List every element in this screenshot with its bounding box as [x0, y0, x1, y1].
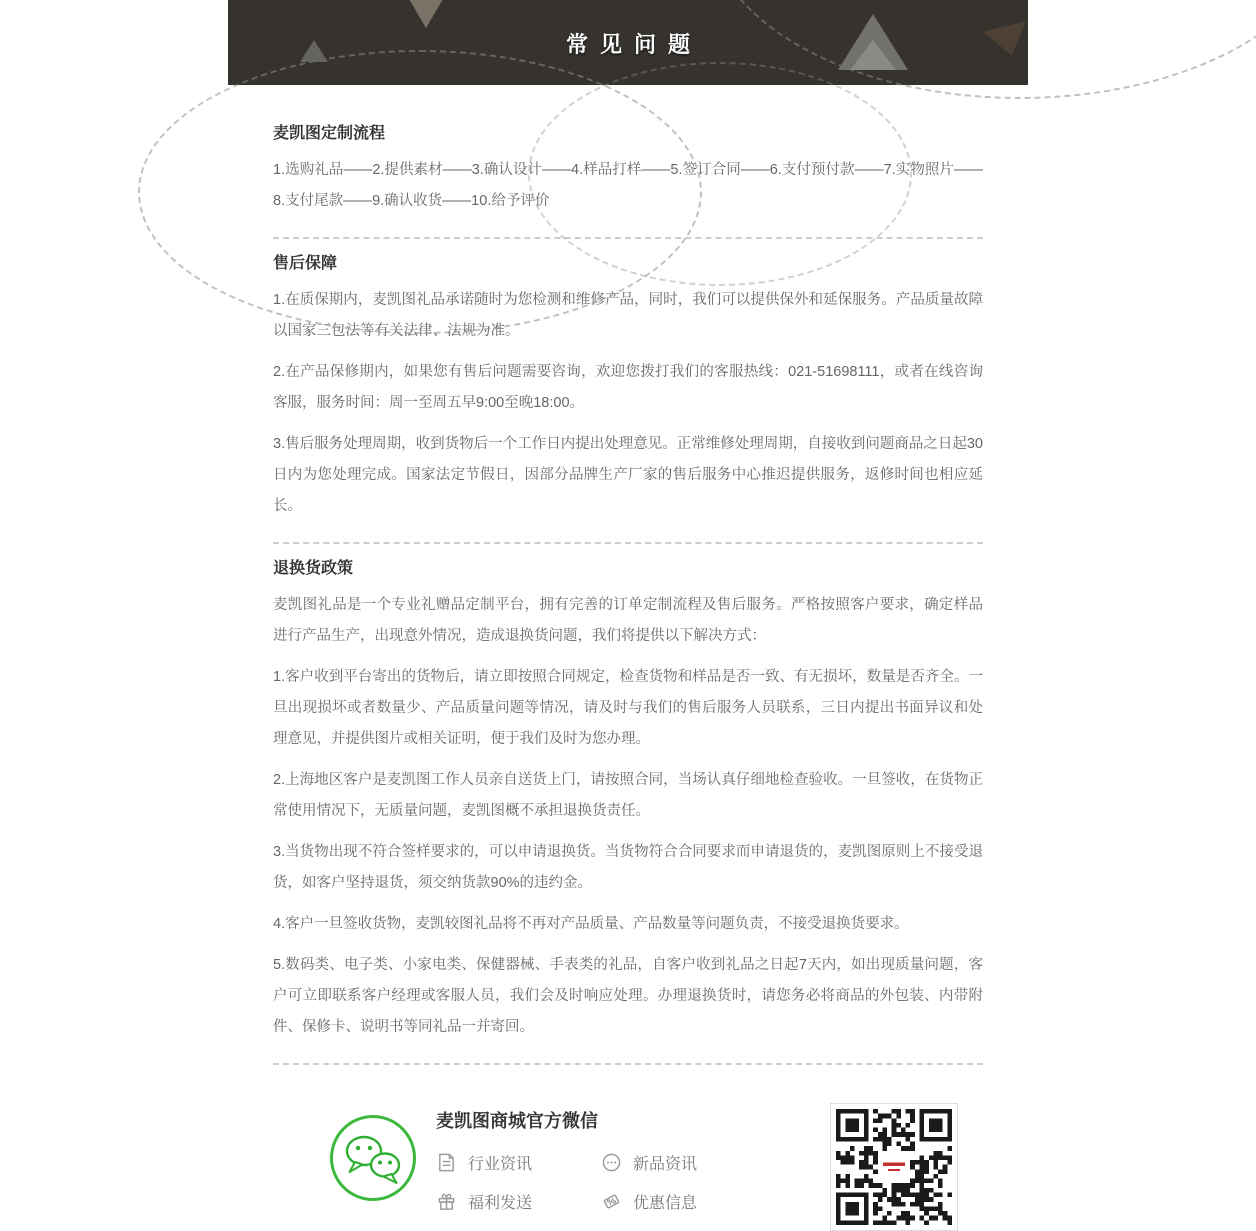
section-paragraph: 麦凯图礼品是一个专业礼赠品定制平台，拥有完善的订单定制流程及售后服务。严格按照客户要求，确定样品进行产品生产，出现意外情况，造成退换货问题，我们将提供以下解决方式： [273, 597, 983, 644]
section-paragraph: 1.选购礼品——2.提供素材——3.确认设计——4.样品打样——5.签订合同——6.支付预付款——7.实物照片——8.支付尾款——9.确认收货——10.给予评价 [273, 162, 983, 209]
footer-item-promotions [601, 1190, 766, 1213]
section-heading-returns: 退换货政策 [273, 560, 354, 577]
section-heading-aftersales: 售后保障 [273, 255, 338, 272]
new-circle-icon [601, 1152, 622, 1173]
section-paragraph: 1.在质保期内，麦凯图礼品承诺随时为您检测和维修产品，同时，我们可以提供保外和延保服务。产品质量故障以国家三包法等有关法律、法规为准。 [273, 292, 983, 339]
section-paragraph: 3.售后服务处理周期，收到货物后一个工作日内提出处理意见。正常维修处理周期，自接收到问题商品之日起30日内为您处理完成。国家法定节假日，因部分品牌生产厂家的售后服务中心推迟提供服务，返修时间也相应延长。 [273, 436, 983, 514]
wechat-feature-grid [436, 1151, 830, 1213]
banner-title: 常见问题 [565, 32, 702, 57]
qr-code [830, 1103, 958, 1231]
wechat-logo-icon [328, 1113, 418, 1203]
section-paragraph: 2.上海地区客户是麦凯图工作人员亲自送货上门，请按照合同，当场认真仔细地检查验收。一旦签收，在货物正常使用情况下，无质量问题，麦凯图概不承担退换货责任。 [273, 772, 983, 819]
faq-page [228, 0, 1028, 1212]
section-paragraph: 2.在产品保修期内，如果您有售后问题需要咨询，欢迎您拨打我们的客服热线：021-51698111，或者在线咨询客服，服务时间：周一至周五早9:00至晚18:00。 [273, 364, 983, 411]
wechat-title: 麦凯图商城官方微信 [436, 1111, 598, 1131]
footer-item-label: 行业资讯 [468, 1156, 533, 1173]
section-divider [273, 1063, 983, 1065]
gift-icon [436, 1191, 457, 1212]
faq-banner [228, 0, 1028, 85]
coupon-icon [601, 1191, 622, 1212]
section-paragraph: 1.客户收到平台寄出的货物后，请立即按照合同规定，检查货物和样品是否一致、有无损坏，数量是否齐全。一旦出现损坏或者数量少、产品质量问题等情况，请及时与我们的售后服务人员联系，三日内提出书面异议和处理意见，并提供图片或相关证明，便于我们及时为您办理。 [273, 669, 983, 747]
footer-item-industry-news [436, 1151, 601, 1174]
footer-item-benefits [436, 1190, 601, 1213]
footer-item-label: 福利发送 [468, 1195, 533, 1212]
wechat-footer [228, 1079, 1028, 1231]
footer-item-label: 优惠信息 [633, 1195, 698, 1212]
footer-item-new-products [601, 1151, 766, 1174]
section-heading-process: 麦凯图定制流程 [273, 125, 386, 142]
triangle-decoration [406, 0, 446, 28]
news-doc-icon [436, 1152, 457, 1173]
section-divider [273, 542, 983, 544]
footer-item-label: 新品资讯 [633, 1156, 698, 1173]
section-paragraph: 4.客户一旦签收货物，麦凯较图礼品将不再对产品质量、产品数量等问题负责，不接受退换货要求。 [273, 916, 909, 932]
section-paragraph: 3.当货物出现不符合签样要求的，可以申请退换货。当货物符合合同要求而申请退货的，麦凯图原则上不接受退货，如客户坚持退货，须交纳货款90%的违约金。 [273, 844, 983, 891]
dashed-arc [528, 62, 912, 286]
wechat-info-column [436, 1101, 830, 1213]
section-paragraph: 5.数码类、电子类、小家电类、保健器械、手表类的礼品，自客户收到礼品之日起7天内，如出现质量问题，客户可立即联系客户经理或客服人员，我们会及时响应处理。办理退换货时，请您务必将商品的外包装、内带附件、保修卡、说明书等同礼品一并寄回。 [273, 957, 983, 1035]
